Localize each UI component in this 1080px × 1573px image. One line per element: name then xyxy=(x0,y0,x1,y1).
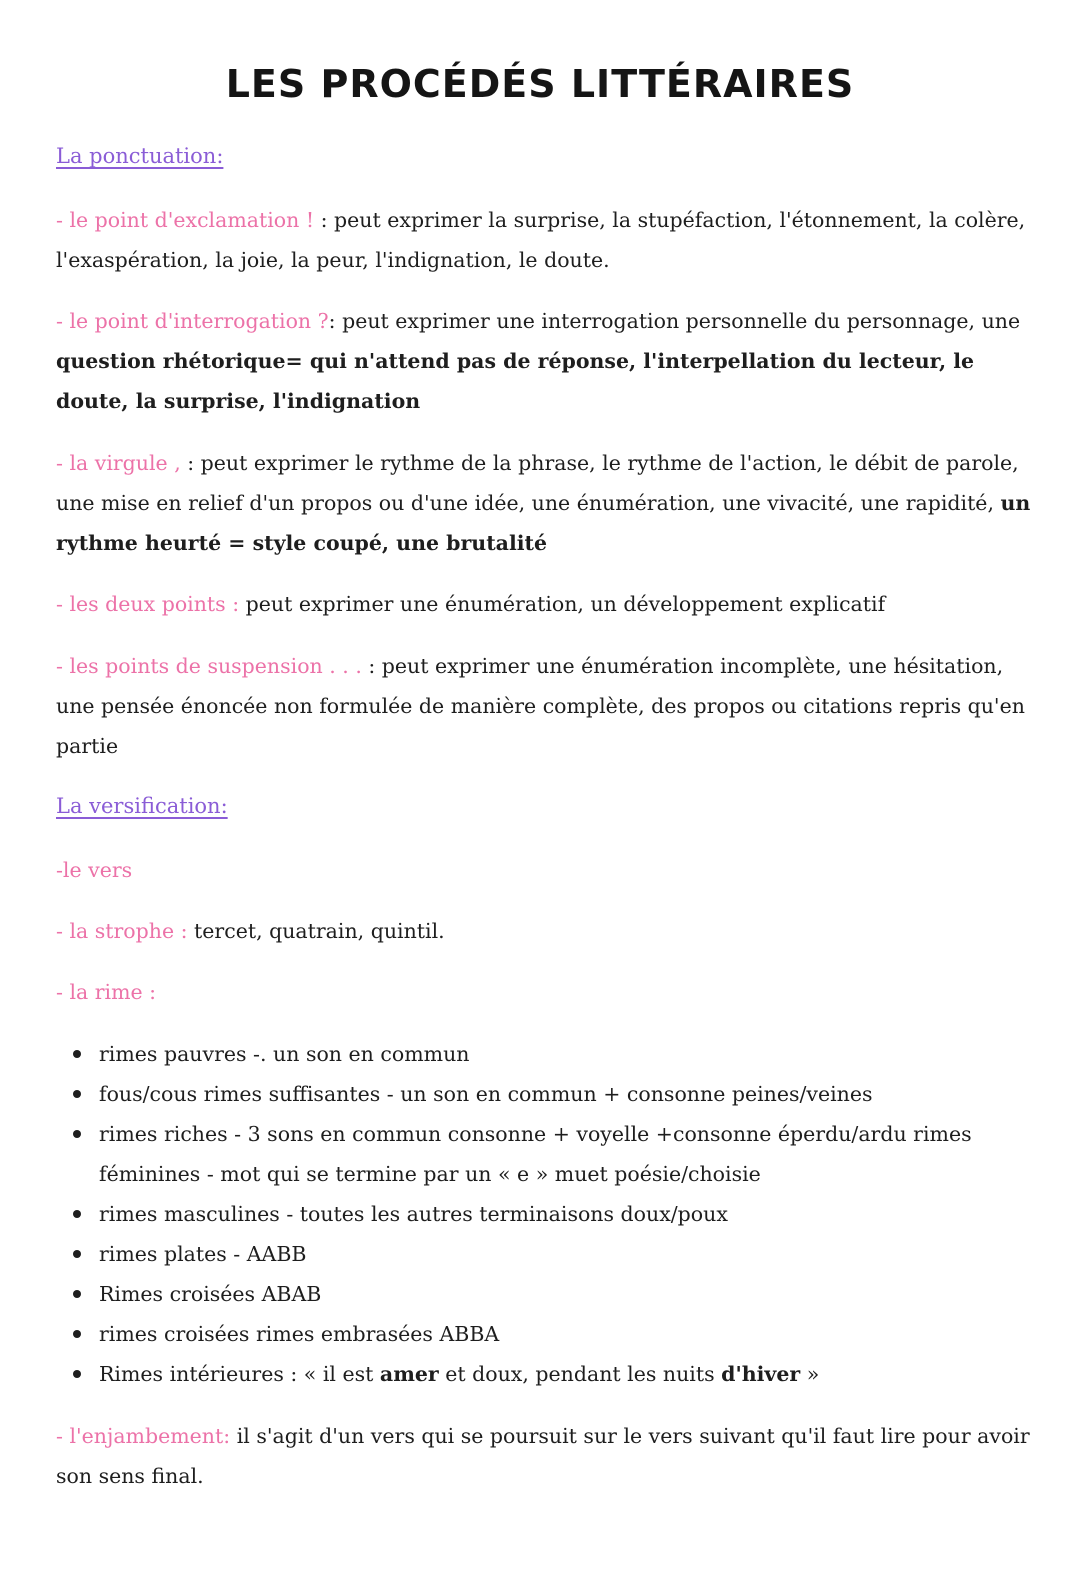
term-strophe: - la strophe : xyxy=(56,919,195,943)
para-strophe xyxy=(56,911,1031,951)
bold-virgule: un rythme heurté = style coupé, une brutalité xyxy=(56,491,1031,555)
para-rime xyxy=(56,972,1031,1012)
para-enjambement xyxy=(56,1416,1031,1496)
term-enjambement: - l'enjambement: xyxy=(56,1424,237,1448)
bullet-icon xyxy=(73,1090,81,1098)
list-item: fous/cous rimes suffisantes - un son en commun + consonne peines/veines xyxy=(0,1074,999,1114)
list-item: rimes masculines - toutes les autres terminaisons doux/poux xyxy=(0,1194,999,1234)
term-rime: - la rime : xyxy=(56,980,157,1004)
list-item: rimes riches - 3 sons en commun consonne + voyelle +consonne éperdu/ardu rimes féminines - mot qui se termine par un « e » muet poésie/choisie xyxy=(0,1114,999,1194)
term-interrogation: - le point d'interrogation ? xyxy=(56,309,329,333)
list-item: rimes plates - AABB xyxy=(0,1234,999,1274)
bullet-icon xyxy=(73,1250,81,1258)
text-exclamation: : peut exprimer la surprise, la stupéfaction, l'étonnement, la colère, l'exaspération, la joie, la peur, l'indignation, le doute. xyxy=(56,208,1026,272)
term-deux-points: - les deux points : xyxy=(56,592,246,616)
para-interrogation xyxy=(56,301,1031,421)
term-suspension: - les points de suspension . . . xyxy=(56,654,369,678)
text-virgule: : peut exprimer le rythme de la phrase, le rythme de l'action, le débit de parole, une mise en relief d'un propos ou d'une idée, une énumération, une vivacité, une rapidité, xyxy=(56,451,1019,515)
para-suspension xyxy=(56,646,1031,766)
bullet-icon xyxy=(73,1130,81,1138)
para-virgule xyxy=(56,443,1031,563)
text-strophe: tercet, quatrain, quintil. xyxy=(194,919,445,943)
text-suspension: : peut exprimer une énumération incomplète, une hésitation, une pensée énoncée non formulée de manière complète, des propos ou citations repris qu'en partie xyxy=(56,654,1025,758)
term-exclamation: - le point d'exclamation ! xyxy=(56,208,321,232)
bullet-icon xyxy=(73,1330,81,1338)
para-deux-points xyxy=(56,584,1031,624)
list-item: rimes pauvres -. un son en commun xyxy=(0,1034,999,1074)
bullet-icon xyxy=(73,1290,81,1298)
bold-interrogation: question rhétorique= qui n'attend pas de réponse, l'interpellation du lecteur, le doute, la surprise, l'indignation xyxy=(56,349,975,413)
heading-ponctuation: La ponctuation: xyxy=(56,144,224,168)
term-virgule: - la virgule , xyxy=(56,451,188,475)
term-vers: -le vers xyxy=(56,858,133,882)
text-interrogation: : peut exprimer une interrogation personnelle du personnage, une xyxy=(328,309,1021,333)
page-title: LES PROCÉDÉS LITTÉRAIRES xyxy=(225,62,855,106)
text-deux-points: peut exprimer une énumération, un développement explicatif xyxy=(245,592,886,616)
list-item: Rimes croisées ABAB xyxy=(0,1274,999,1314)
para-exclamation xyxy=(56,200,1031,280)
para-vers xyxy=(56,850,1031,890)
list-item: Rimes intérieures : « il est amer et doux, pendant les nuits d'hiver » xyxy=(0,1354,999,1394)
bullet-icon xyxy=(73,1370,81,1378)
bullet-icon xyxy=(73,1050,81,1058)
heading-versification: La versification: xyxy=(56,794,228,818)
rime-list xyxy=(0,1034,1080,1394)
text-enjambement: il s'agit d'un vers qui se poursuit sur le vers suivant qu'il faut lire pour avoir son sens final. xyxy=(56,1424,1030,1488)
bullet-icon xyxy=(73,1210,81,1218)
list-item: rimes croisées rimes embrasées ABBA xyxy=(0,1314,999,1354)
